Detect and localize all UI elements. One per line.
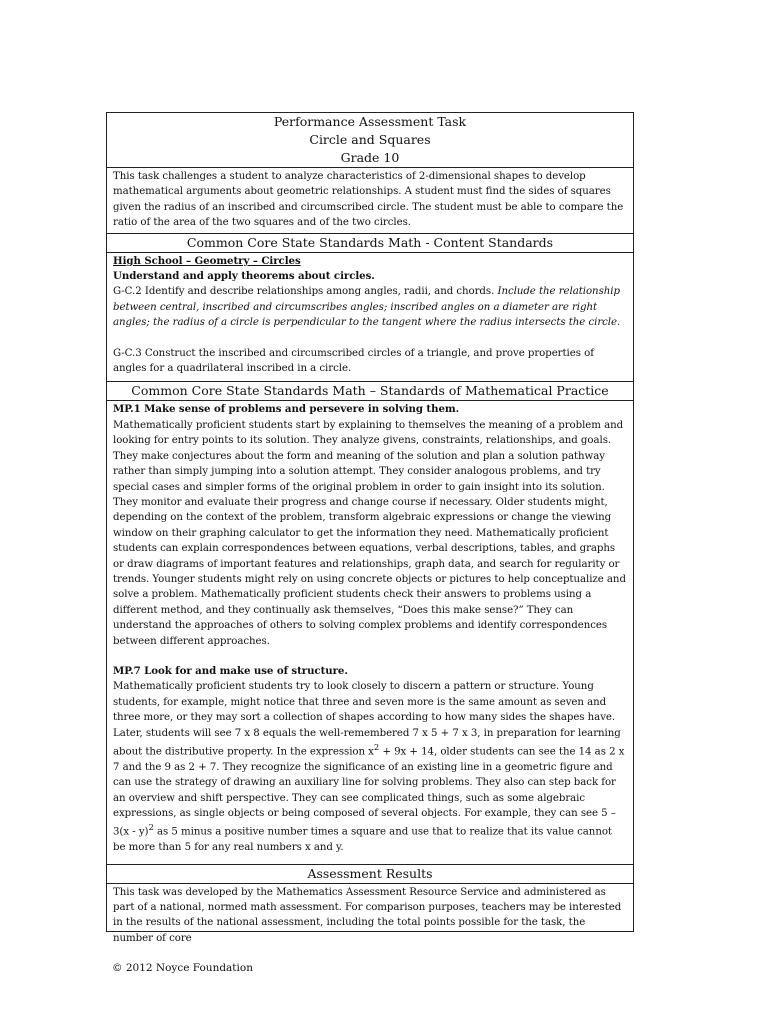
practice-standards-cell <box>107 401 633 864</box>
practice-standards-heading: Common Core State Standards Math – Standards of Mathematical Practice <box>107 382 633 401</box>
intro-text: This task challenges a student to analyze characteristics of 2-dimensional shapes to develop mathematical arguments about geometric relationships. A student must find the sides of squares given the radius of an inscribed and circumscribed circle. The student must be able to compare the ratio of the area of the two squares and of the two circles. <box>113 171 624 229</box>
grade-level: Grade 10 <box>340 150 400 165</box>
intro-cell <box>107 168 633 234</box>
content-standards-heading: Common Core State Standards Math - Content Standards <box>107 234 633 253</box>
mp7-superscript-b: 2 <box>148 823 154 834</box>
copyright-footer: © 2012 Noyce Foundation <box>112 962 253 974</box>
mp1-title: MP.1 Make sense of problems and persevere in solving them. <box>113 403 460 416</box>
assessment-results-heading: Assessment Results <box>107 865 633 884</box>
title-cell <box>107 113 633 168</box>
assessment-results-text: This task was developed by the Mathematics Assessment Resource Service and administered as part of a national, normed math assessment. For comparison purposes, teachers may be interested in the results of the national assessment, including the total points possible for the task, the number of core <box>113 886 622 944</box>
standards-cluster: Understand and apply theorems about circles. <box>113 270 375 283</box>
standard-gc3: G-C.3 Construct the inscribed and circumscribed circles of a triangle, and prove properties of angles for a quadrilateral inscribed in a circle. <box>113 347 594 375</box>
mp1-text: Mathematically proficient students start by explaining to themselves the meaning of a problem and looking for entry points to its solution. They analyze givens, constraints, relationships, and goals. They make conjectures about the form and meaning of the solution and plan a solution pathway rather than simply jumping into a solution attempt. They consider analogous problems, and try special cases and simpler forms of the original problem in order to gain insight into its solution. They monitor and evaluate their progress and change course if necessary. Older students might, depending on the context of the problem, transform algebraic expressions or change the viewing window on their graphing calculator to get the information they need. Mathematically proficient students can explain correspondences between equations, verbal descriptions, tables, and graphs or draw diagrams of important features and relationships, graph data, and search for regularity or trends. Younger students might rely on using concrete objects or pictures to help conceptualize and solve a problem. Mathematically proficient students check their answers to problems using a different method, and they continually ask themselves, “Does this make sense?” They can understand the approaches of others to solving complex problems and identify correspondences between different approaches. <box>113 419 626 647</box>
standards-domain: High School – Geometry – Circles <box>113 254 301 267</box>
assessment-results-cell <box>107 884 633 944</box>
mp7-title: MP.7 Look for and make use of structure. <box>113 664 348 677</box>
mp7-text <box>113 679 627 855</box>
mp7-text-c: as 5 minus a positive number times a square and use that to realize that its value cannot be more than 5 for any real numbers x and y. <box>113 826 612 854</box>
assessment-table <box>106 112 634 944</box>
content-standards-cell <box>107 253 633 383</box>
page-title: Performance Assessment Task <box>273 114 467 129</box>
standard-gc2-text: G-C.2 Identify and describe relationships among angles, radii, and chords. <box>113 286 498 298</box>
standard-gc2 <box>113 284 627 330</box>
mp7-text-b: + 9x + 14, older students can see the 14 as 2 x 7 and the 9 as 2 + 7. They recognize the significance of an existing line in a geometric figure and can use the strategy of drawing an auxiliary line for solving problems. They also can step back for an overview and shift perspective. They can see complicated things, such as some algebraic expressions, as single objects or being composed of several objects. For example, they can see 5 – 3(x - y) <box>113 746 625 838</box>
standard-gc2-italic: Include the relationship between central, inscribed and circumscribes angles; inscribed angles on a diameter are right angles; the radius of a circle is perpendicular to the tangent where the radius intersects the circle. <box>113 286 621 329</box>
task-name: Circle and Squares <box>309 132 431 147</box>
mp7-superscript-a: 2 <box>373 743 380 753</box>
mp7-text-a: Mathematically proficient students try to look closely to discern a pattern or structure. Young students, for example, might notice that three and seven more is the same amount as seven and three more, or they may sort a collection of shapes according to how many sides the shapes have. Later, students will see 7 x 8 equals the well-remembered 7 x 5 + 7 x 3, in preparation for learning about the distributive property. In the expression x <box>113 681 621 758</box>
